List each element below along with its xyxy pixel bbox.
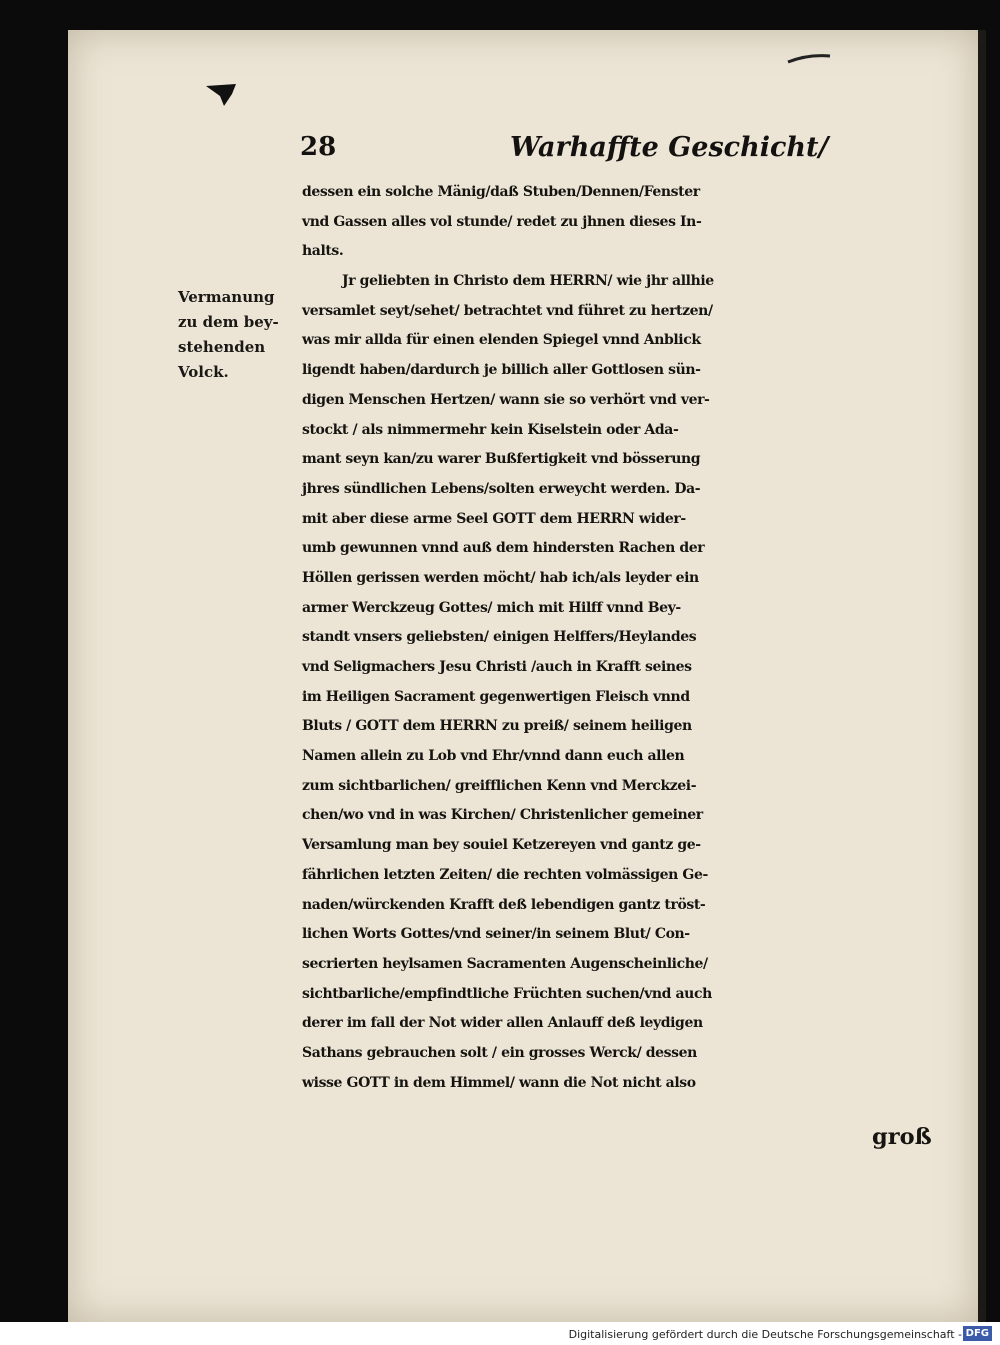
marginal-note-line: Volck. bbox=[178, 363, 229, 381]
text-line: dessen ein solche Mänig/daß Stuben/Dennen/Fenster bbox=[302, 184, 700, 200]
text-line: Namen allein zu Lob vnd Ehr/vnnd dann euch allen bbox=[302, 748, 685, 765]
marginal-note-line: stehenden bbox=[178, 338, 266, 356]
page-header bbox=[300, 132, 920, 172]
page-number: 28 bbox=[300, 132, 337, 162]
text-line: versamlet seyt/sehet/ betrachtet vnd führet zu hertzen/ bbox=[302, 302, 713, 319]
text-line: Bluts / GOTT dem HERRN zu preiß/ seinem heiligen bbox=[302, 718, 692, 735]
text-line: chen/wo vnd in was Kirchen/ Christenlicher gemeiner bbox=[302, 807, 703, 824]
text-line: sichtbarliche/empfindtliche Früchten suchen/vnd auch bbox=[302, 985, 712, 1002]
page-edge bbox=[978, 30, 986, 1322]
text-line: jhres sündlichen Lebens/solten erweycht werden. Da- bbox=[302, 480, 701, 497]
edge-stroke-mark bbox=[786, 52, 832, 66]
text-line: armer Werckzeug Gottes/ mich mit Hilff vnnd Bey- bbox=[302, 599, 681, 616]
text-line: vnd Seligmachers Jesu Christi /auch in Krafft seines bbox=[302, 659, 692, 675]
dfg-logo: DFG bbox=[963, 1326, 992, 1341]
digitization-credit: Digitalisierung gefördert durch die Deutsche Forschungsgemeinschaft - bbox=[568, 1328, 962, 1341]
text-line: was mir allda für einen elenden Spiegel vnnd Anblick bbox=[302, 332, 701, 349]
text-line: digen Menschen Hertzen/ wann sie so verhört vnd ver- bbox=[302, 391, 710, 408]
text-line: derer im fall der Not wider allen Anlauff deß leydigen bbox=[302, 1015, 703, 1032]
marginal-note-line: zu dem bey- bbox=[178, 313, 279, 331]
text-line: fährlichen letzten Zeiten/ die rechten volmässigen Ge- bbox=[302, 866, 708, 883]
ink-blot-mark bbox=[202, 82, 242, 112]
text-line: secrierten heylsamen Sacramenten Augenscheinliche/ bbox=[302, 955, 708, 972]
body-text bbox=[302, 178, 942, 1098]
text-line: halts. bbox=[302, 243, 344, 260]
running-head: Warhaffte Geschicht/ bbox=[510, 132, 829, 163]
text-line: stockt / als nimmermehr kein Kiselstein oder Ada- bbox=[302, 421, 679, 438]
text-line: ligendt haben/dardurch je billich aller Gottlosen sün- bbox=[302, 362, 701, 379]
text-line: mit aber diese arme Seel GOTT dem HERRN wider- bbox=[302, 510, 686, 527]
catchword: groß bbox=[872, 1124, 932, 1150]
text-line: Höllen gerissen werden möcht/ hab ich/als leyder ein bbox=[302, 569, 699, 586]
text-line: zum sichtbarlichen/ greifflichen Kenn vnd Merckzei- bbox=[302, 777, 697, 794]
text-line: vnd Gassen alles vol stunde/ redet zu jhnen dieses In- bbox=[302, 213, 702, 230]
text-line: standt vnsers geliebsten/ einigen Helffers/Heylandes bbox=[302, 629, 697, 646]
marginal-note bbox=[178, 285, 290, 385]
text-line: mant seyn kan/zu warer Bußfertigkeit vnd bösserung bbox=[302, 451, 701, 468]
text-line: Versamlung man bey souiel Ketzereyen vnd gantz ge- bbox=[302, 837, 701, 854]
marginal-note-line: Vermanung bbox=[178, 288, 275, 306]
text-line: umb gewunnen vnnd auß dem hindersten Rachen der bbox=[302, 540, 705, 557]
text-line: im Heiligen Sacrament gegenwertigen Fleisch vnnd bbox=[302, 688, 690, 705]
text-line: Jr geliebten in Christo dem HERRN/ wie jhr allhie bbox=[342, 273, 714, 290]
text-line: naden/würckenden Krafft deß lebendigen gantz tröst- bbox=[302, 896, 706, 913]
text-line: Sathans gebrauchen solt / ein grosses Werck/ dessen bbox=[302, 1044, 697, 1061]
text-line: lichen Worts Gottes/vnd seiner/in seinem Blut/ Con- bbox=[302, 926, 690, 943]
text-line: wisse GOTT in dem Himmel/ wann die Not nicht also bbox=[302, 1074, 696, 1091]
